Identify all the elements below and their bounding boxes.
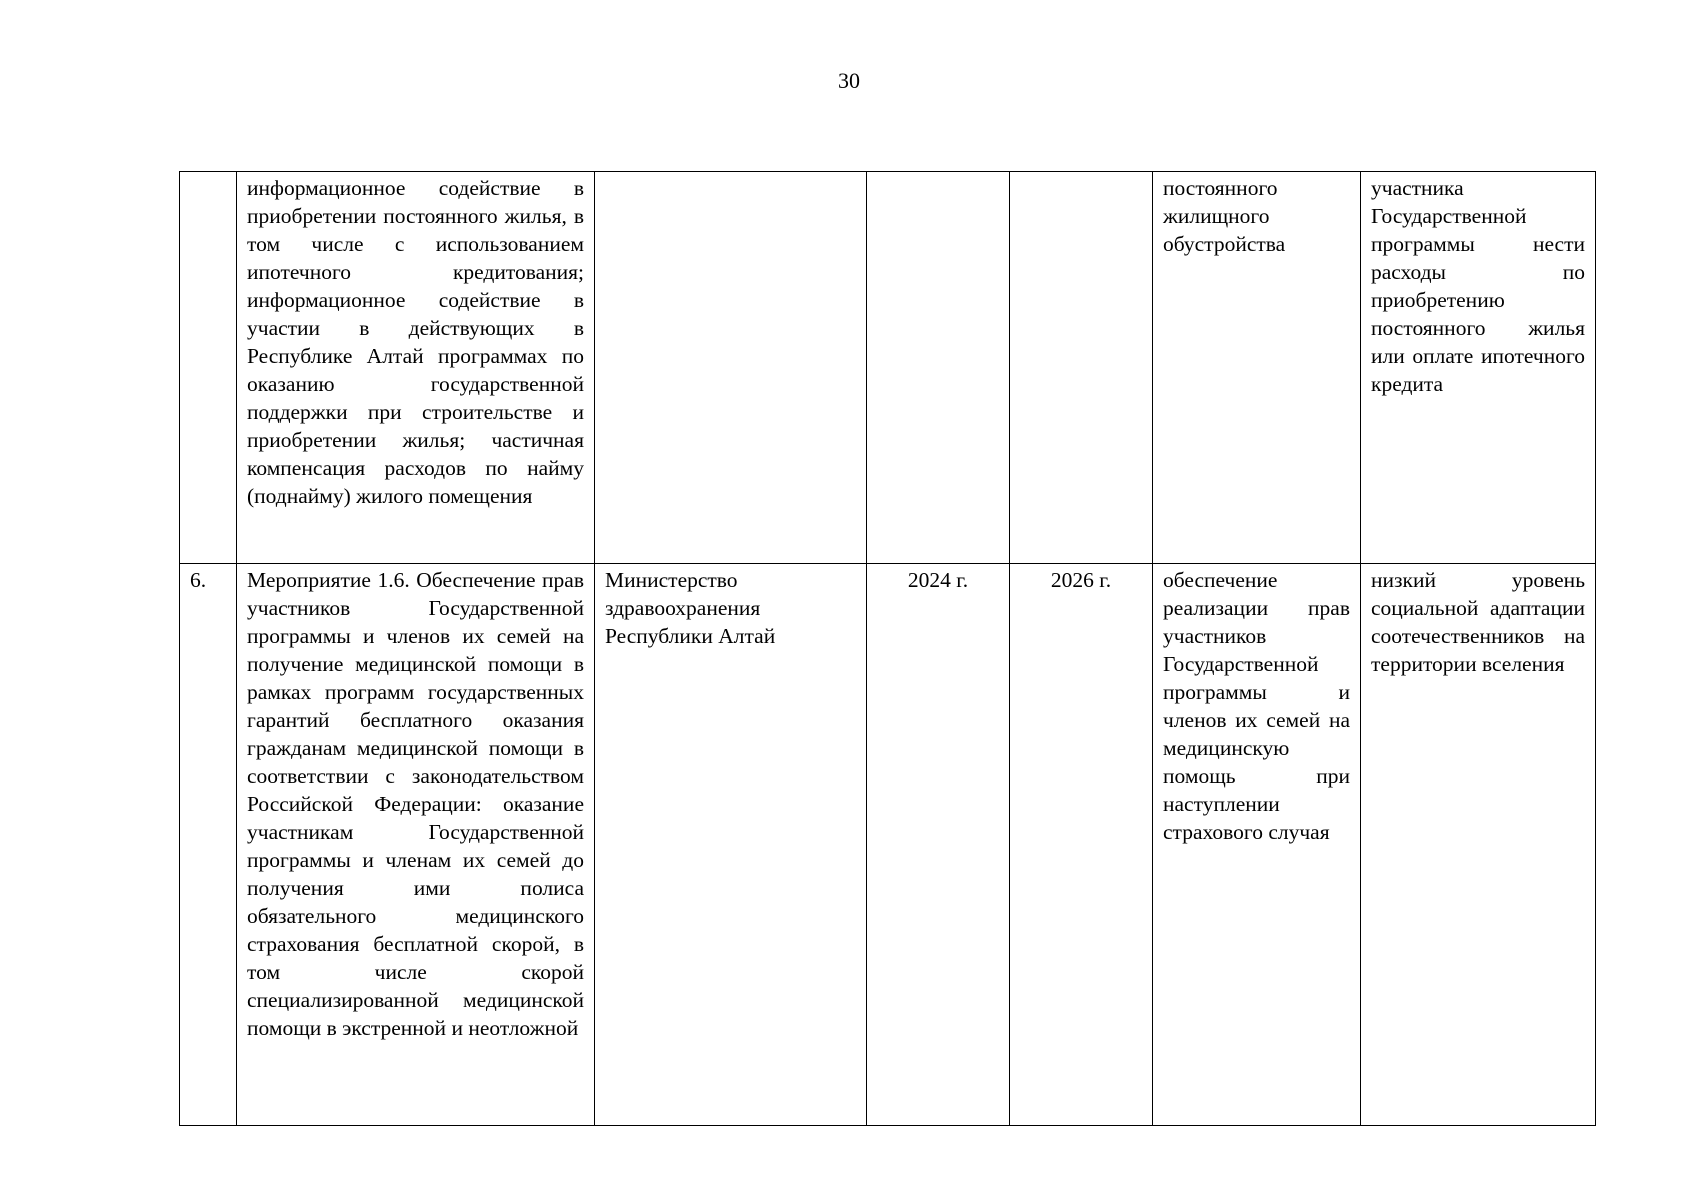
row-number-cell: 6. xyxy=(180,564,237,1126)
table-row xyxy=(180,172,1596,564)
start-year-cell xyxy=(867,172,1010,564)
table-row xyxy=(180,564,1596,1126)
executor-cell: Министерство здравоохранения Республики Алтай xyxy=(595,564,867,1126)
expected-result-cell: постоянного жилищного обустройства xyxy=(1153,172,1361,564)
executor-cell xyxy=(595,172,867,564)
risk-cell: низкий уровень социальной адаптации соотечественников на территории вселения xyxy=(1361,564,1596,1126)
expected-result-cell: обеспечение реализации прав участников Государственной программы и членов их семей на медицинскую помощь при наступлении страхового случая xyxy=(1153,564,1361,1126)
measures-table xyxy=(179,171,1596,1126)
end-year-cell xyxy=(1010,172,1153,564)
activity-cell: Мероприятие 1.6. Обеспечение прав участников Государственной программы и членов их семей на получение медицинской помощи в рамках программ государственных гарантий бесплатного оказания гражданам медицинской помощи в соответствии с законодательством Российской Федерации: оказание участникам Государственной программы и членам их семей до получения ими полиса обязательного медицинского страхования бесплатной скорой, в том числе скорой специализированной медицинской помощи в экстренной и неотложной xyxy=(237,564,595,1126)
row-number-cell xyxy=(180,172,237,564)
risk-cell: участника Государственной программы нести расходы по приобретению постоянного жилья или оплате ипотечного кредита xyxy=(1361,172,1596,564)
start-year-cell: 2024 г. xyxy=(867,564,1010,1126)
activity-cell: информационное содействие в приобретении постоянного жилья, в том числе с использованием ипотечного кредитования; информационное содействие в участии в действующих в Республике Алтай программах по оказанию государственной поддержки при строительстве и приобретении жилья; частичная компенсация расходов по найму (поднайму) жилого помещения xyxy=(237,172,595,564)
page-number: 30 xyxy=(838,68,860,93)
end-year-cell: 2026 г. xyxy=(1010,564,1153,1126)
